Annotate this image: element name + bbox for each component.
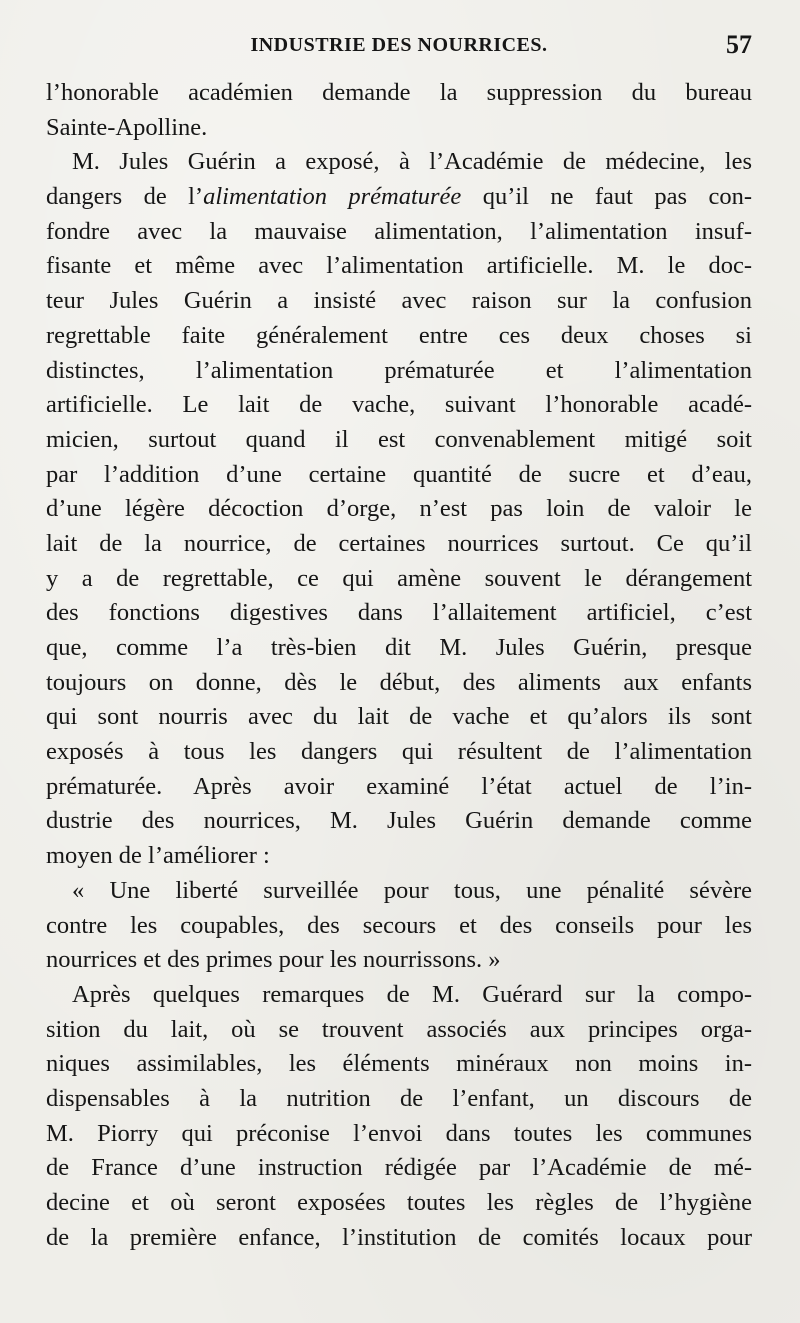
text-line: dispensables à la nutrition de l’enfant, un discours de bbox=[46, 1084, 752, 1112]
text-line: y a de regrettable, ce qui amène souvent le dérangement bbox=[46, 564, 752, 592]
italic-phrase: alimentation prématurée bbox=[203, 183, 462, 211]
text-line: artificielle. Le lait de vache, suivant l’honorable acadé- bbox=[46, 391, 752, 419]
text-line: moyen de l’améliorer : bbox=[46, 842, 270, 870]
text-line: regrettable faite généralement entre ces deux choses si bbox=[46, 321, 752, 349]
text-line: M. Piorry qui préconise l’envoi dans toutes les communes bbox=[46, 1119, 752, 1147]
text-line: par l’addition d’une certaine quantité de sucre et d’eau, bbox=[46, 460, 752, 488]
text-line: teur Jules Guérin a insisté avec raison sur la confusion bbox=[46, 287, 752, 315]
text-line: Sainte-Apolline. bbox=[46, 113, 208, 141]
running-title: INDUSTRIE DES NOURRICES. bbox=[250, 34, 548, 56]
text-line: fondre avec la mauvaise alimentation, l’alimentation insuf- bbox=[46, 217, 752, 245]
text-line: que, comme l’a très-bien dit M. Jules Guérin, presque bbox=[46, 634, 752, 661]
quote-line: contre les coupables, des secours et des conseils pour les bbox=[46, 911, 752, 939]
text-line: exposés à tous les dangers qui résultent de l’alimentation bbox=[46, 738, 752, 766]
text-line: M. Jules Guérin a exposé, à l’Académie de médecine, les bbox=[72, 148, 752, 176]
quote-line: « Une liberté surveillée pour tous, une pénalité sévère bbox=[72, 876, 752, 904]
text-line: Après quelques remarques de M. Guérard sur la compo- bbox=[72, 980, 752, 1008]
quote-line: nourrices et des primes pour les nourrissons. » bbox=[46, 946, 501, 974]
text-line: niques assimilables, les éléments minéraux non moins in- bbox=[46, 1050, 752, 1078]
text-line: des fonctions digestives dans l’allaitement artificiel, c’est bbox=[46, 599, 752, 627]
body-text bbox=[46, 76, 752, 1255]
text-line: dangers de l’alimentation prématurée qu’il ne faut pas con- bbox=[46, 183, 752, 211]
text-line: micien, surtout quand il est convenablement mitigé soit bbox=[46, 425, 752, 453]
text-line: lait de la nourrice, de certaines nourrices surtout. Ce qu’il bbox=[46, 529, 752, 557]
text-line: de la première enfance, l’institution de comités locaux pour bbox=[46, 1223, 752, 1251]
text-line: decine et où seront exposées toutes les règles de l’hygiène bbox=[46, 1189, 752, 1216]
text-line: toujours on donne, dès le début, des aliments aux enfants bbox=[46, 668, 752, 696]
text-line: de France d’une instruction rédigée par l’Académie de mé- bbox=[46, 1154, 752, 1182]
text-line: prématurée. Après avoir examiné l’état actuel de l’in- bbox=[46, 772, 752, 800]
text-line: l’honorable académien demande la suppression du bureau bbox=[46, 79, 752, 106]
text-line: dustrie des nourrices, M. Jules Guérin demande comme bbox=[46, 807, 752, 835]
text-line: qui sont nourris avec du lait de vache et qu’alors ils sont bbox=[46, 703, 752, 731]
text-line: fisante et même avec l’alimentation artificielle. M. le doc- bbox=[46, 252, 752, 280]
text-line: sition du lait, où se trouvent associés aux principes orga- bbox=[46, 1015, 752, 1043]
text-line: d’une légère décoction d’orge, n’est pas loin de valoir le bbox=[46, 495, 752, 523]
text-line: distinctes, l’alimentation prématurée et l’alimentation bbox=[46, 356, 752, 384]
running-header bbox=[46, 30, 752, 72]
page-number: 57 bbox=[726, 30, 752, 59]
